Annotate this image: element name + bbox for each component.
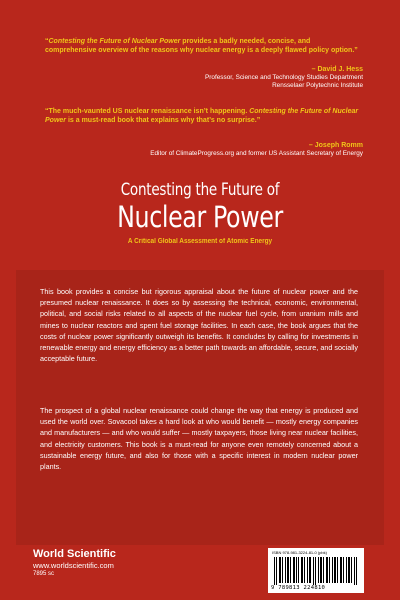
publisher-code: 7895 sc (33, 571, 55, 577)
endorsement-quote-2 (45, 108, 363, 125)
quote-2-book-title: Contesting the Future of Nuclear Power (45, 108, 359, 124)
description-paragraph-1: This book provides a concise but rigorous appraisal about the future of nuclear power and the presumed nuclear renaissance. It does so by assessing the technical, economic, environmental, political, and social risks related to all aspects of the nuclear fuel cycle, from uranium mills and mines to nuclear reactors and spent fuel storage facilities. In each case, the book argues that the costs of nuclear power significantly outweigh its benefits. It concludes by calling for investments in renewable energy and energy efficiency as a better path towards an affordable, secure, and socially acceptable future. (40, 287, 358, 364)
book-title-line-2: Nuclear Power (117, 200, 283, 234)
quote-1-book-title: Contesting the Future of Nuclear Power (48, 38, 181, 45)
book-title-block (0, 180, 400, 245)
endorsement-attribution-2 (63, 142, 363, 158)
quote-2-author: – Joseph Romm (308, 142, 363, 149)
barcode-box (268, 548, 364, 593)
description-panel (16, 270, 384, 545)
description-paragraph-2: The prospect of a global nuclear renaissance could change the way that energy is produced and used the world over. Sovacool takes a hard look at who would benefit — mostly energy companies and manufacturers — and who would suffer — mostly taxpayers, those living near nuclear facilities, and electricity customers. This book is a must-read for anyone even remotely concerned about a sustainable energy future, and also for those with a specific interest in modern nuclear power plants. (40, 406, 358, 472)
publisher-name: World Scientific (33, 548, 116, 560)
quote-1-author-affiliation: Rensselaer Polytechnic Institute (272, 82, 363, 89)
book-subtitle: A Critical Global Assessment of Atomic Energy (127, 238, 273, 245)
barcode-digits: 9 789813 224810 (271, 585, 326, 591)
book-title-line-1: Contesting the Future of (120, 180, 280, 199)
isbn-text: ISBN 978-981-3224-81-0 (pbk) (272, 550, 327, 555)
endorsement-quote-1 (45, 38, 363, 55)
quote-1-open: “ (45, 38, 49, 45)
quote-2-rest: is a must-read book that explains why that’s no surprise.” (66, 116, 261, 124)
publisher-url: www.worldscientific.com (33, 561, 114, 570)
publisher-block (33, 548, 116, 579)
endorsement-attribution-1 (63, 66, 363, 90)
quote-2-author-title: Editor of ClimateProgress.org and former US Assistant Secretary of Energy (150, 150, 363, 157)
barcode-icon (274, 557, 358, 585)
quote-1-text (45, 38, 363, 55)
quote-1-rest: provides a badly needed, concise, and comprehensive overview of the reasons why nuclear energy is a deeply flawed policy option.” (45, 38, 358, 54)
quote-2-open: “The much-vaunted US nuclear renaissance isn’t happening. (45, 108, 250, 115)
quote-2-text (45, 108, 363, 125)
quote-1-author-title: Professor, Science and Technology Studies Department (205, 74, 363, 81)
quote-1-author: – David J. Hess (311, 66, 363, 73)
